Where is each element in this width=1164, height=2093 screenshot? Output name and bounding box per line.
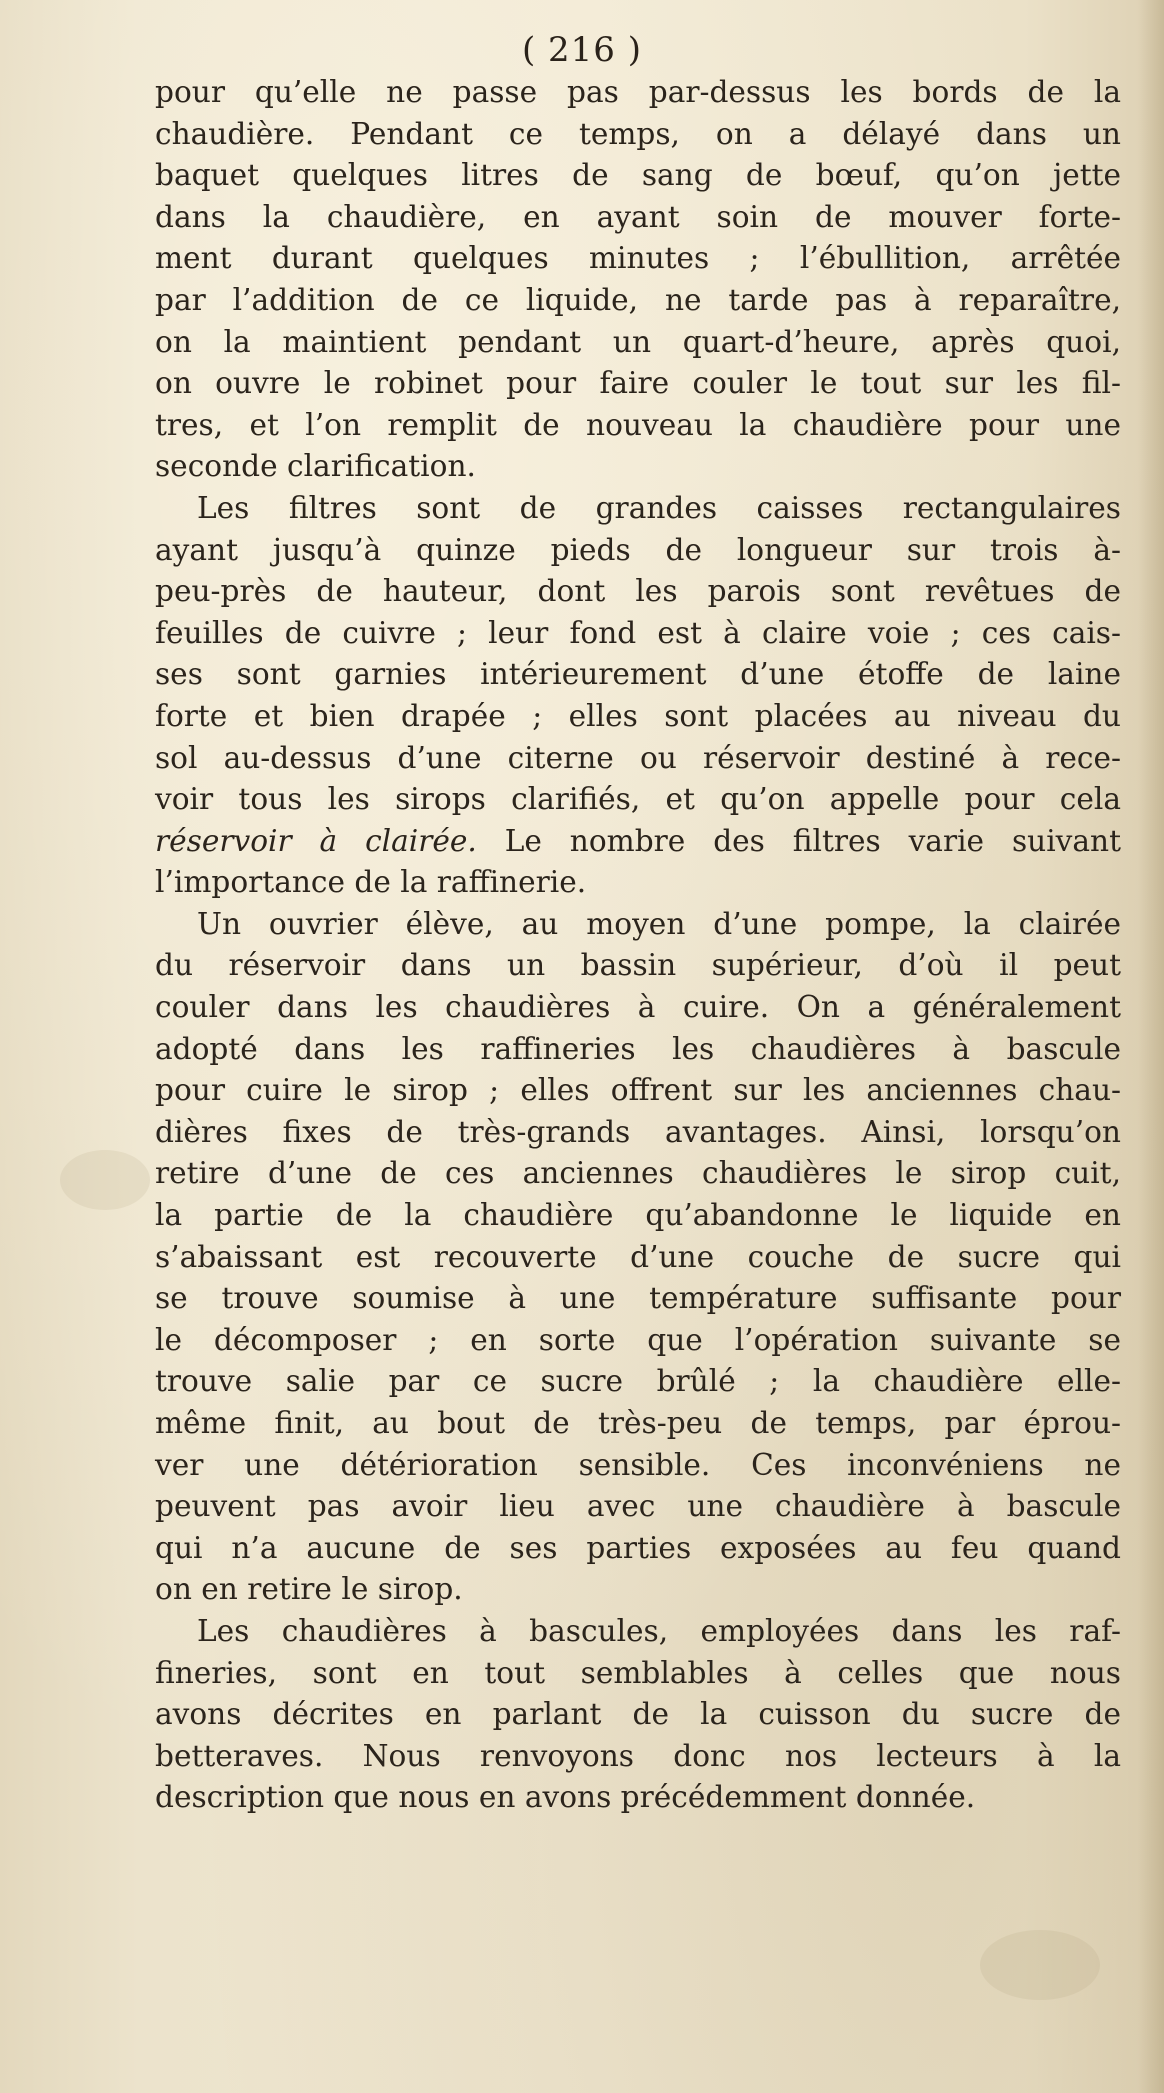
text-line: on ouvre le robinet pour faire couler le tout sur les fil- xyxy=(155,366,1121,401)
text-line: feuilles de cuivre ; leur fond est à claire voie ; ces cais- xyxy=(155,615,1121,650)
text-line: le décomposer ; en sorte que l’opération suivante se xyxy=(155,1322,1121,1357)
text-line: qui n’a aucune de ses parties exposées au feu quand xyxy=(155,1530,1121,1565)
text-line: on en retire le sirop. xyxy=(155,1572,463,1607)
text-line: Un ouvrier élève, au moyen d’une pompe, la clairée xyxy=(197,906,1121,941)
text-line: baquet quelques litres de sang de bœuf, qu’on jette xyxy=(155,158,1121,193)
text-line: dans la chaudière, en ayant soin de mouver forte- xyxy=(155,199,1121,234)
text-line: fineries, sont en tout semblables à celles que nous xyxy=(155,1655,1121,1690)
text-line: du réservoir dans un bassin supérieur, d’où il peut xyxy=(155,948,1121,983)
paragraph xyxy=(155,488,1121,904)
page-number: ( 216 ) xyxy=(521,30,643,70)
text-line: trouve salie par ce sucre brûlé ; la chaudière elle- xyxy=(155,1364,1121,1399)
text-line: se trouve soumise à une température suffisante pour xyxy=(155,1281,1121,1316)
paragraph xyxy=(155,72,1121,488)
text-line: chaudière. Pendant ce temps, on a délayé dans un xyxy=(155,116,1121,151)
text-line: adopté dans les raffineries les chaudières à bascule xyxy=(155,1031,1121,1066)
text-line: peuvent pas avoir lieu avec une chaudière à bascule xyxy=(155,1489,1121,1524)
text-line: même finit, au bout de très-peu de temps, par éprou- xyxy=(155,1406,1121,1440)
text-line: dières fixes de très-grands avantages. Ainsi, lorsqu’on xyxy=(155,1114,1121,1149)
text-line: retire d’une de ces anciennes chaudières le sirop cuit, xyxy=(155,1156,1121,1191)
paragraph xyxy=(155,904,1121,1611)
paragraph xyxy=(155,1611,1121,1819)
text-line: on la maintient pendant un quart-d’heure, après quoi, xyxy=(155,324,1121,359)
text-line: pour qu’elle ne passe pas par-dessus les bords de la xyxy=(155,75,1121,109)
text-line: par l’addition de ce liquide, ne tarde pas à reparaître, xyxy=(155,282,1121,317)
page-body xyxy=(155,72,1121,1819)
text-line: betteraves. Nous renvoyons donc nos lecteurs à la xyxy=(155,1738,1121,1773)
text-line: ver une détérioration sensible. Ces inconvéniens ne xyxy=(155,1447,1121,1482)
text-line: ses sont garnies intérieurement d’une étoffe de laine xyxy=(155,657,1121,692)
text-line: pour cuire le sirop ; elles offrent sur les anciennes chau- xyxy=(155,1073,1121,1108)
text-line: ment durant quelques minutes ; l’ébullition, arrêtée xyxy=(155,241,1121,276)
text-line: avons décrites en parlant de la cuisson du sucre de xyxy=(155,1697,1121,1732)
text-line-mixed xyxy=(155,821,1121,863)
text-line: l’importance de la raffinerie. xyxy=(155,865,587,900)
text-line: Les chaudières à bascules, employées dans les raf- xyxy=(197,1613,1121,1648)
paper-stain xyxy=(60,1150,150,1210)
text-line: sol au-dessus d’une citerne ou réservoir destiné à rece- xyxy=(155,740,1121,775)
text-line: couler dans les chaudières à cuire. On a généralement xyxy=(155,990,1121,1025)
paper-stain xyxy=(980,1930,1100,2000)
italic-term: réservoir à clairée. xyxy=(155,823,477,858)
text-line: peu-près de hauteur, dont les parois sont revêtues de xyxy=(155,574,1121,609)
text-line: Les filtres sont de grandes caisses rectangulaires xyxy=(197,490,1121,525)
text-line: tres, et l’on remplit de nouveau la chaudière pour une xyxy=(155,407,1121,442)
text-line: s’abaissant est recouverte d’une couche de sucre qui xyxy=(155,1239,1121,1274)
text-line: seconde clarification. xyxy=(155,449,476,484)
text-line: forte et bien drapée ; elles sont placées au niveau du xyxy=(155,698,1121,733)
text-line: la partie de la chaudière qu’abandonne le liquide en xyxy=(155,1198,1121,1233)
text-line: description que nous en avons précédemment donnée. xyxy=(155,1780,976,1815)
page-gutter-shadow xyxy=(1138,0,1164,2093)
text-run: Le nombre des filtres varie suivant xyxy=(476,823,1121,858)
text-line: ayant jusqu’à quinze pieds de longueur sur trois à- xyxy=(155,532,1121,567)
text-line: voir tous les sirops clarifiés, et qu’on appelle pour cela xyxy=(155,782,1121,817)
